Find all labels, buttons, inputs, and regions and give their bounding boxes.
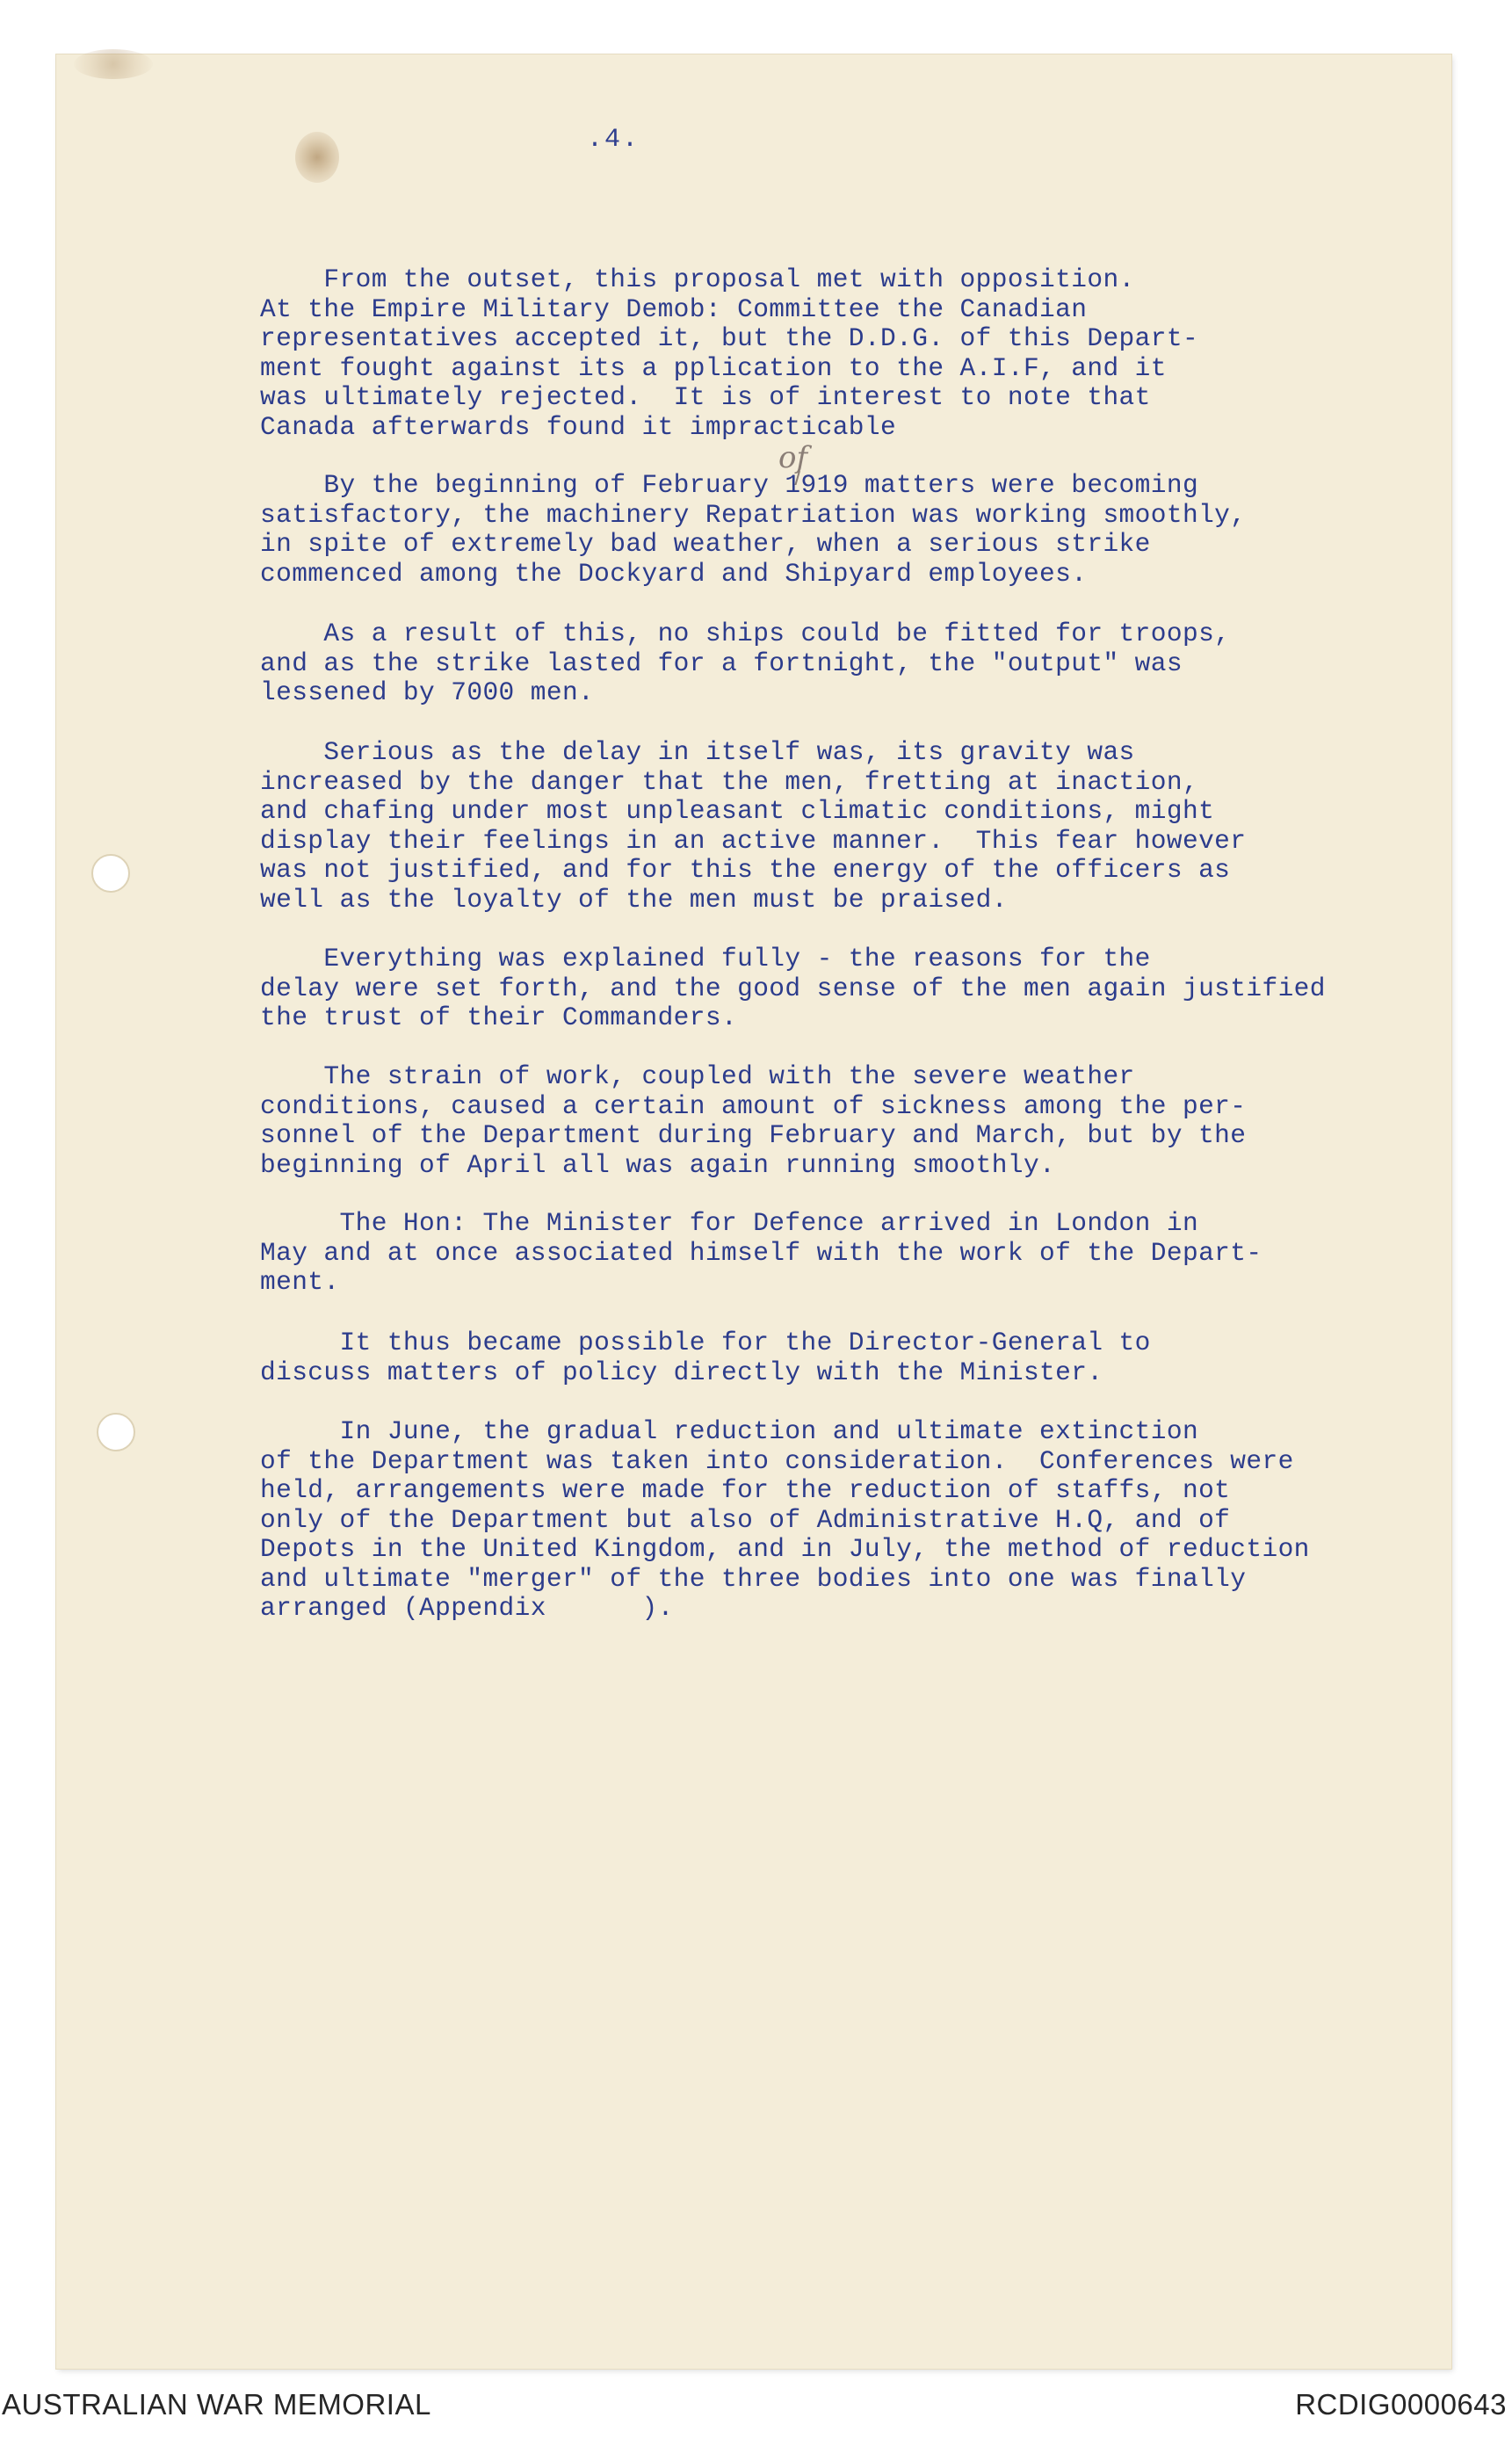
paragraph-8: It thus became possible for the Director-General to discuss matters of policy directly with the Minister. [260, 1328, 1151, 1387]
punch-hole-upper [91, 854, 130, 893]
paragraph-3: As a result of this, no ships could be fitted for troops, and as the strike lasted for a fortnight, the "output" was lessened by 7000 men. [260, 619, 1231, 707]
punch-hole-lower [97, 1413, 135, 1451]
paragraph-2: By the beginning of February 1919 matters were becoming satisfactory, the machinery Repatriation was working smoothly, in spite of extremely bad weather, when a serious strike commenced among the Dockyard and Shipyard employees. [260, 470, 1247, 589]
stain-mark [295, 132, 339, 183]
footer-institution: AUSTRALIAN WAR MEMORIAL [2, 2388, 431, 2421]
stain-top-left [74, 49, 153, 79]
paragraph-5: Everything was explained fully - the reasons for the delay were set forth, and the good sense of the men again justified the trust of their Commanders. [260, 944, 1326, 1032]
handwritten-annotation [773, 432, 835, 485]
paragraph-7: The Hon: The Minister for Defence arrived in London in May and at once associated himself with the work of the Depart- ment. [260, 1208, 1262, 1297]
footer-record-id: RCDIG0000643 [1295, 2388, 1507, 2421]
paragraph-4: Serious as the delay in itself was, its gravity was increased by the danger that the men, fretting at inaction, and chafing under most unpleasant climatic conditions, might display their feelings in an active manner. This fear however was not justified, and for this the energy of the officers as well as the loyalty of the men must be praised. [260, 737, 1247, 915]
paragraph-9: In June, the gradual reduction and ultimate extinction of the Department was taken into consideration. Conferences were held, arrangements were made for the reduction of staffs, not only of the Department but also of Administrative H.Q, and of Depots in the United Kingdom, and in July, the method of reduction and ultimate "merger" of the three bodies into one was finally arranged (Appendix ). [260, 1416, 1310, 1623]
page-number: .4. [587, 125, 640, 155]
paragraph-6: The strain of work, coupled with the severe weather conditions, caused a certain amount of sickness among the per- sonnel of the Department during February and March, but by the beginning of April all was again running smoothly. [260, 1061, 1247, 1180]
paragraph-1: From the outset, this proposal met with opposition. At the Empire Military Demob: Committee the Canadian representatives accepted it, but the D.D.G. of this Depart- ment fought against its a pplication to the A.I.F, and it was ultimately rejected. It is of interest to note that Canada afterwards found it impracticable [260, 264, 1199, 442]
handwritten-annotation-text: of [778, 440, 808, 475]
